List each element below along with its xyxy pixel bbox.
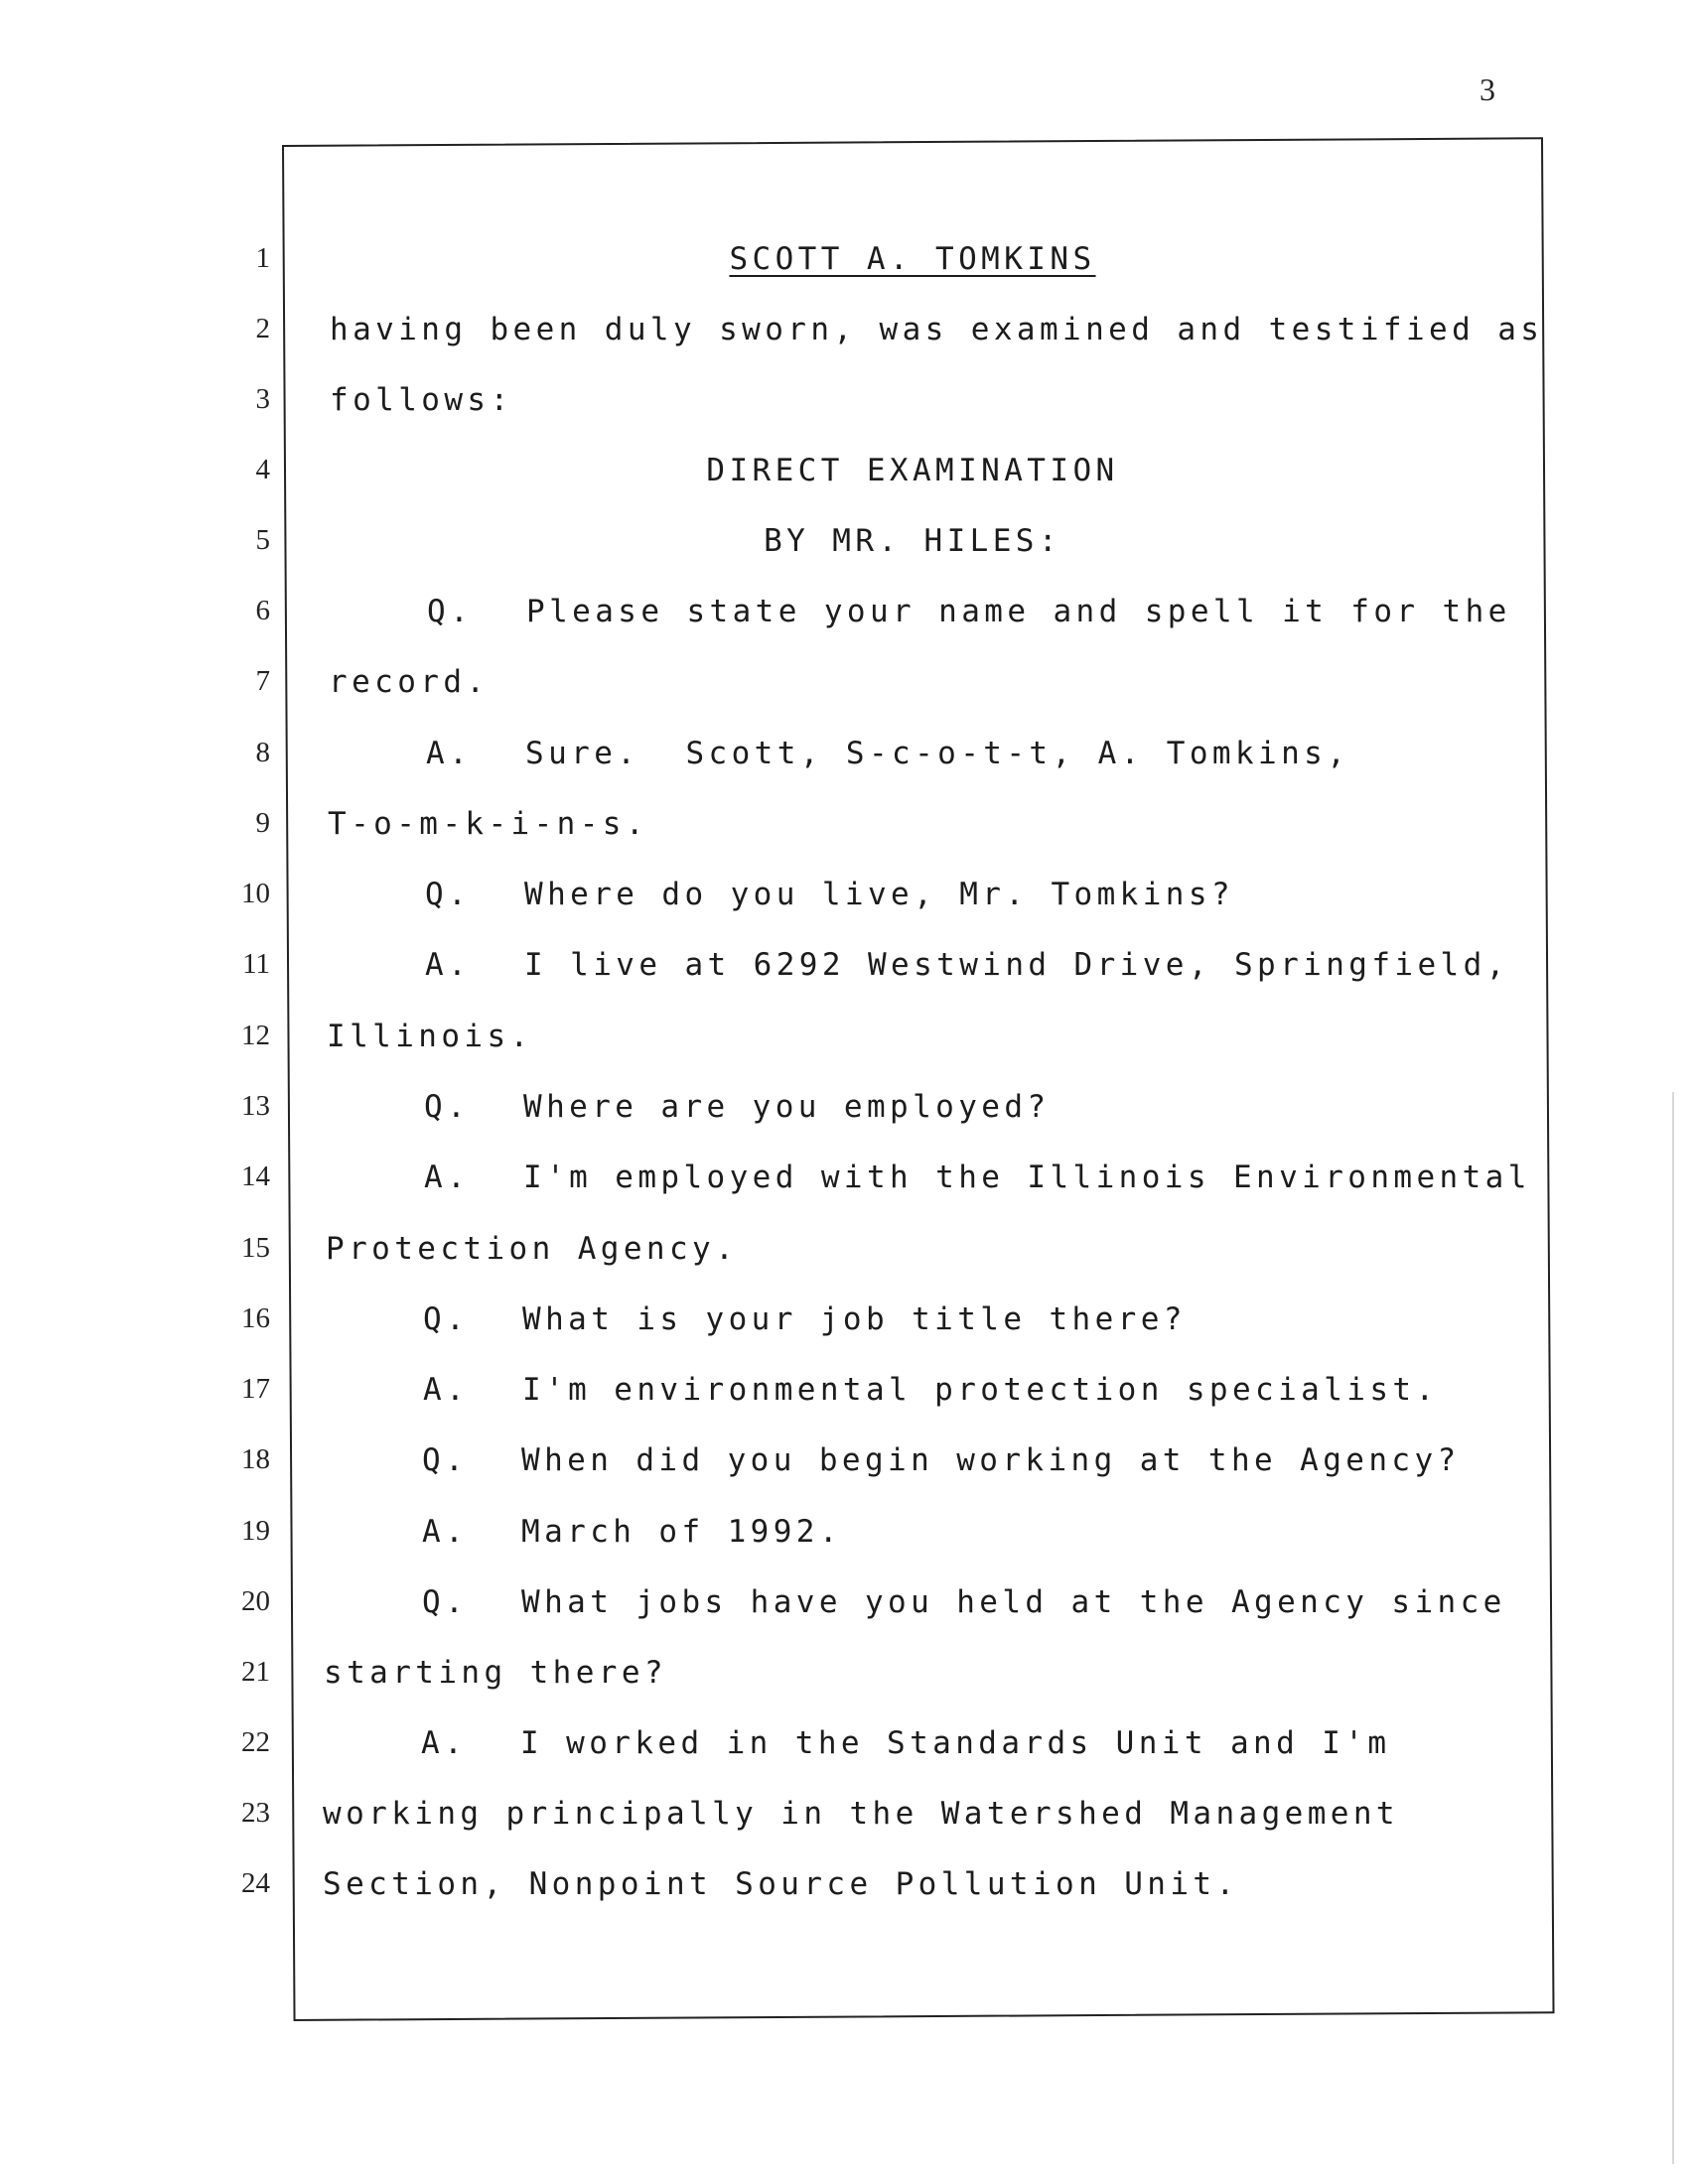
transcript-line: Protection Agency. — [326, 1231, 739, 1267]
scan-edge-mark — [1672, 1092, 1674, 2164]
line-number: 13 — [241, 1090, 270, 1122]
line-text: I live at 6292 Westwind Drive, Springfield, — [524, 947, 1509, 983]
speaker-label: Q. — [422, 1584, 469, 1620]
witness-name-heading: SCOTT A. TOMKINS — [729, 241, 1096, 277]
speaker-label: A. — [422, 1514, 469, 1550]
speaker-label: Q. — [423, 1301, 470, 1337]
examiner-heading: BY MR. HILES: — [764, 523, 1061, 559]
line-number: 2 — [255, 313, 270, 344]
transcript-line: T-o-m-k-i-n-s. — [328, 806, 648, 842]
line-number: 23 — [241, 1797, 270, 1829]
transcript-line: record. — [329, 664, 490, 700]
line-number: 16 — [241, 1302, 270, 1334]
line-number: 10 — [241, 878, 270, 909]
line-number: 21 — [241, 1656, 270, 1688]
transcript-line: follows: — [330, 382, 513, 418]
line-text: Please state your name and spell it for the — [526, 594, 1511, 629]
transcript-line — [426, 736, 1350, 771]
speaker-label: A. — [426, 736, 473, 771]
transcript-line — [422, 1584, 1506, 1620]
transcript-line — [427, 594, 1511, 629]
transcript-line: starting there? — [324, 1655, 667, 1691]
line-number: 8 — [255, 737, 270, 768]
line-number: 5 — [255, 524, 270, 556]
line-text: When did you begin working at the Agency? — [521, 1442, 1461, 1478]
line-number: 1 — [255, 242, 270, 274]
speaker-label: Q. — [424, 1089, 471, 1125]
line-number: 17 — [241, 1373, 270, 1405]
transcript-line — [424, 1089, 1051, 1125]
line-text: I'm environmental protection specialist. — [522, 1372, 1439, 1408]
line-number: 20 — [241, 1585, 270, 1617]
speaker-label: Q. — [427, 594, 474, 629]
line-text: Where do you live, Mr. Tomkins? — [524, 877, 1234, 912]
page-number: 3 — [1480, 71, 1495, 107]
line-number: 24 — [241, 1867, 270, 1899]
line-number: 6 — [255, 595, 270, 626]
line-number: 19 — [241, 1515, 270, 1547]
transcript-line: working principally in the Watershed Management — [323, 1796, 1399, 1832]
transcript-line — [424, 1162, 1531, 1193]
transcript-line: having been duly sworn, was examined and testified as — [330, 312, 1544, 347]
transcript-line — [423, 1372, 1439, 1408]
speaker-label: Q. — [422, 1442, 469, 1478]
transcript-line — [425, 877, 1234, 912]
line-text: I worked in the Standards Unit and I'm — [520, 1725, 1391, 1761]
line-number: 14 — [241, 1160, 270, 1192]
speaker-label: A. — [425, 947, 472, 983]
line-number: 11 — [242, 948, 270, 980]
transcript-line — [422, 1442, 1461, 1478]
line-text: Sure. Scott, S-c-o-t-t, A. Tomkins, — [525, 736, 1350, 771]
line-number: 4 — [255, 454, 270, 485]
transcript-line — [421, 1725, 1391, 1761]
speaker-label: Q. — [425, 877, 472, 912]
line-number: 22 — [241, 1726, 270, 1758]
line-number: 18 — [241, 1443, 270, 1475]
transcript-line — [422, 1514, 842, 1550]
line-number: 9 — [255, 807, 270, 839]
transcript-line: Illinois. — [327, 1019, 533, 1054]
line-text: What is your job title there? — [522, 1301, 1187, 1337]
line-text: March of 1992. — [521, 1514, 842, 1550]
transcript-line — [423, 1301, 1187, 1337]
line-text: I'm employed with the Illinois Environmental — [523, 1160, 1531, 1195]
speaker-label: A. — [424, 1160, 471, 1195]
transcript-line — [425, 947, 1509, 983]
line-number: 3 — [255, 383, 270, 415]
speaker-label: A. — [421, 1725, 468, 1761]
line-text: Where are you employed? — [523, 1089, 1051, 1125]
line-number: 12 — [241, 1020, 270, 1051]
section-heading: DIRECT EXAMINATION — [706, 453, 1119, 488]
speaker-label: A. — [423, 1372, 470, 1408]
line-number: 7 — [255, 665, 270, 697]
line-text: What jobs have you held at the Agency since — [521, 1584, 1506, 1620]
transcript-line: Section, Nonpoint Source Pollution Unit. — [323, 1866, 1239, 1902]
line-number: 15 — [241, 1232, 270, 1264]
